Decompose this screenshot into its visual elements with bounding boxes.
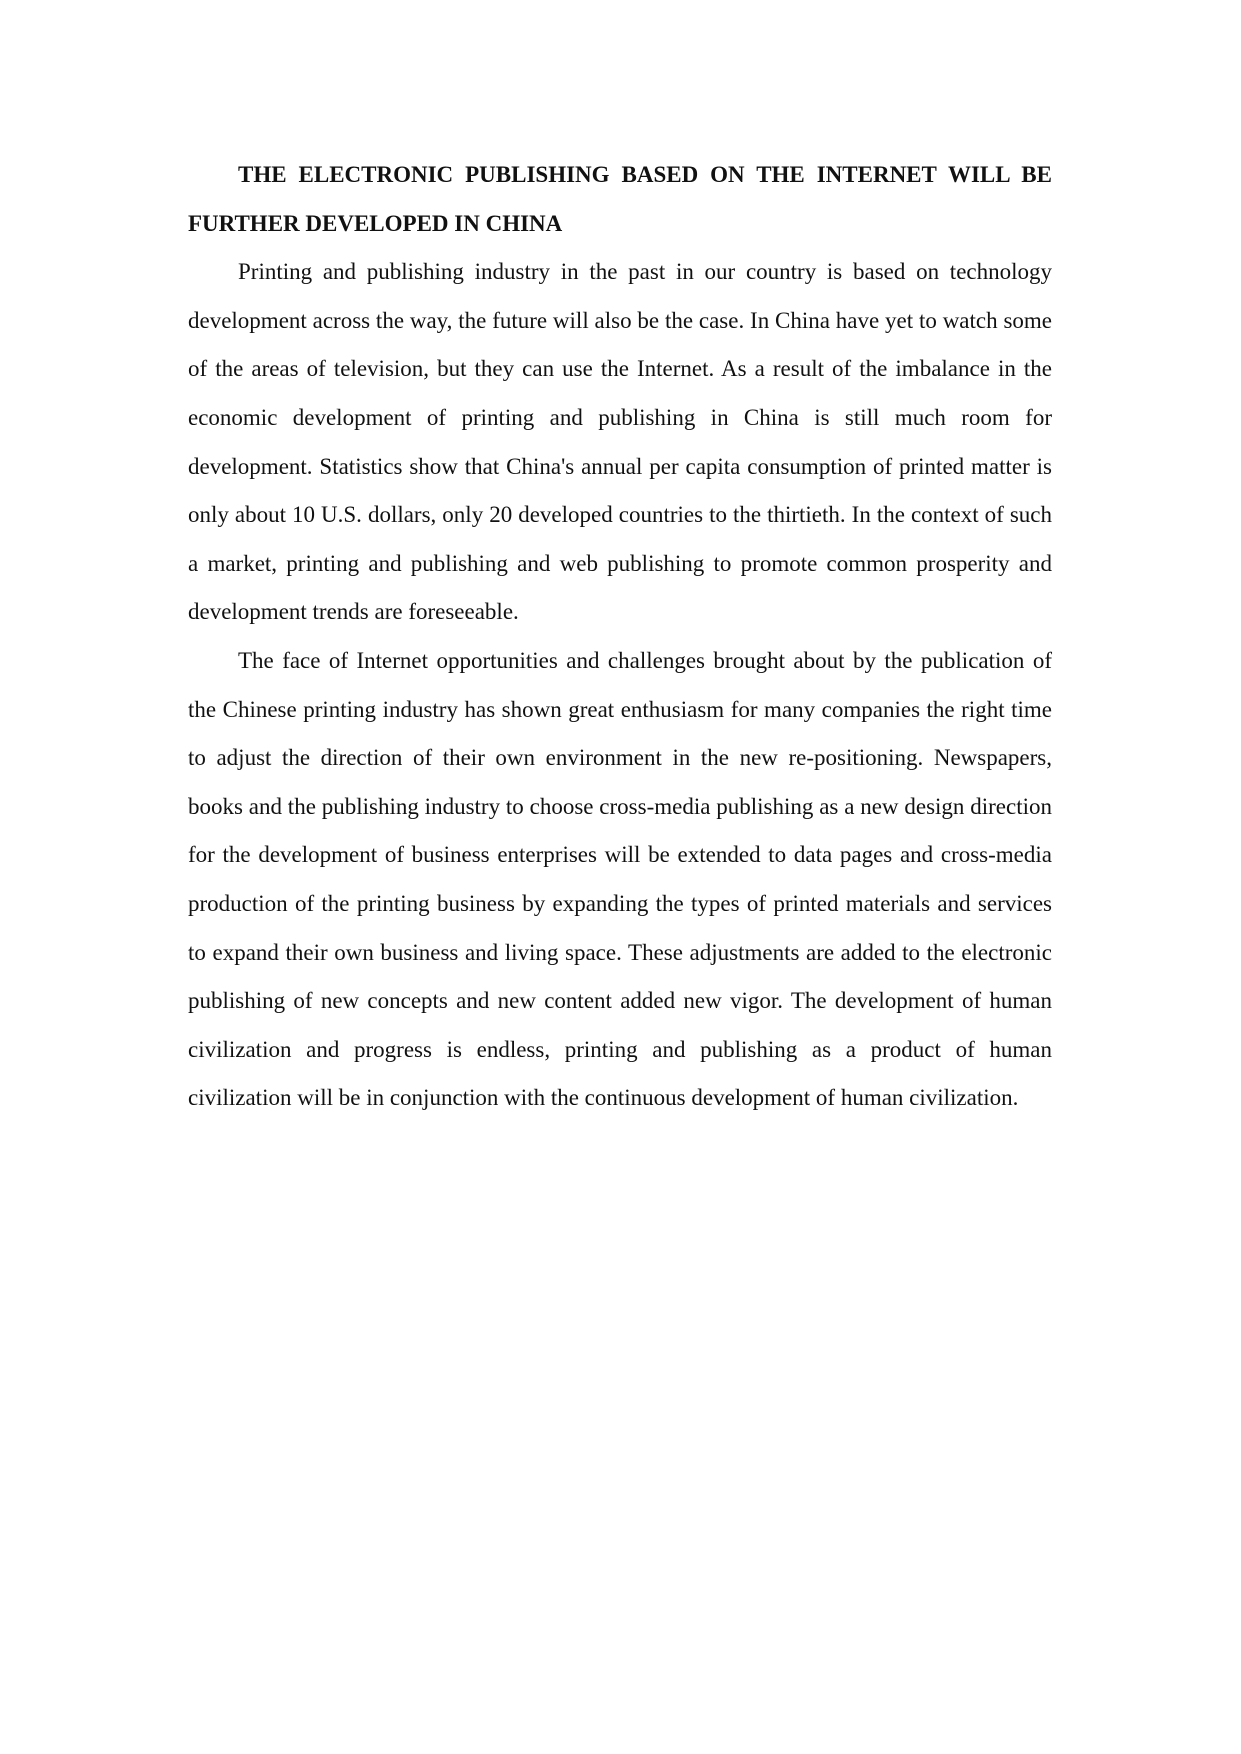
document-body — [188, 151, 1052, 1123]
paragraph-2: The face of Internet opportunities and challenges brought about by the publication of the Chinese printing industry has shown great enthusiasm for many companies the right time to adjust the direction of their own environment in the new re-positioning. Newspapers, books and the publishing industry to choose cross-media publishing as a new design direction for the development of business enterprises will be extended to data pages and cross-media production of the printing business by expanding the types of printed materials and services to expand their own business and living space. These adjustments are added to the electronic publishing of new concepts and new content added new vigor. The development of human civilization and progress is endless, printing and publishing as a product of human civilization will be in conjunction with the continuous development of human civilization. — [188, 647, 1052, 1111]
paragraph-1: Printing and publishing industry in the past in our country is based on technology development across the way, the future will also be the case. In China have yet to watch some of the areas of television, but they can use the Internet. As a result of the imbalance in the economic development of printing and publishing in China is still much room for development. Statistics show that China's annual per capita consumption of printed matter is only about 10 U.S. dollars, only 20 developed countries to the thirtieth. In the context of such a market, printing and publishing and web publishing to promote common prosperity and development trends are foreseeable. — [188, 259, 1052, 625]
document-title: THE ELECTRONIC PUBLISHING BASED ON THE INTERNET WILL BE FURTHER DEVELOPED IN CHINA — [188, 162, 1052, 236]
